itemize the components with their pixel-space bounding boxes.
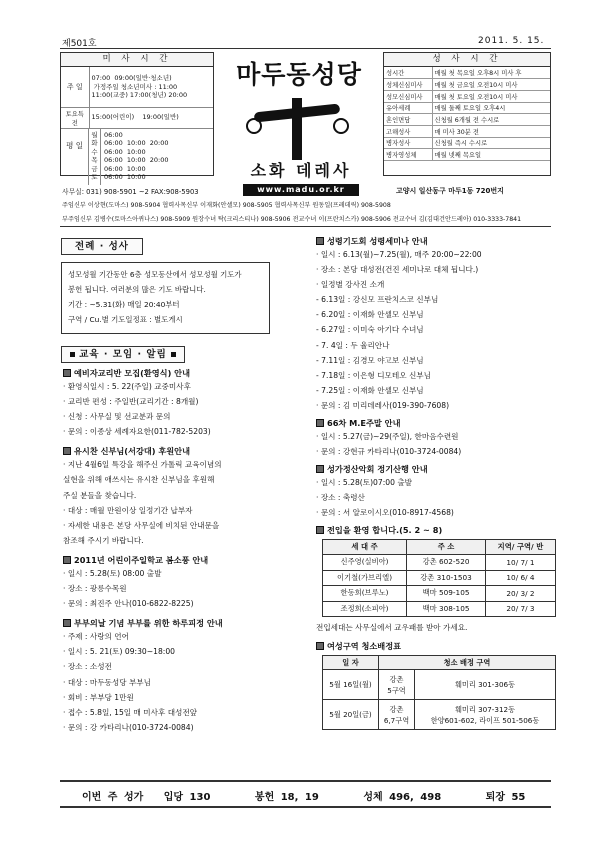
weekday-day: 목 [91,156,98,164]
issue-number: 제501호 [62,39,97,49]
bullet-box-icon [63,369,71,377]
notice-item: · 문의 : 이종상 세례자요한(011-782-5203) [63,427,211,437]
notice-item: · 일시 : 5.28(토)07:00 출발 [316,478,413,488]
notice-item: - 7.25일 : 이재화 안셀모 신부님 [316,385,424,395]
weekday-day: 토 [91,173,98,181]
sacrament-row [384,67,550,79]
sacrament-name: 성시간 [384,67,432,79]
weekday-time: 06:00 10:00 [104,173,146,181]
hymn-communion: 성체 496, 498 [363,792,442,803]
move-in-title-text: 전입을 환영 합니다.(5. 2 ~ 8) [327,524,443,535]
issue-date: 2011. 5. 15. [478,36,545,46]
notice-item: · 대상 : 마두동성당 부부님 [63,677,151,687]
notice-item: - 7. 4일 : 두 율리안나 [316,340,390,350]
notice-item: 참조해 주시기 바랍니다. [63,535,144,545]
sacrament-name: 성체신심미사 [384,79,432,91]
notice-title [316,464,536,475]
notice-title [316,236,536,247]
table-header: 주 소 [407,539,486,555]
hymn-numbers [62,788,550,803]
table-cell: 강촌 602-520 [407,555,486,571]
bullet-box-icon [63,556,71,564]
right-column [316,236,544,730]
table-cell: 이기철(가브리엘) [323,570,407,586]
bullet-box-icon [63,447,71,455]
website-link[interactable]: www.madu.or.kr [243,184,359,196]
notice-title-text: 부부의날 기념 부부를 위한 하루피정 안내 [74,618,223,629]
notice-article [63,618,283,735]
notice-item: · 주제 : 사랑의 언어 [63,632,129,642]
footer-divider [60,780,551,782]
mass-row-times: 07:00 09:00(일반·청소년) 가정주일 청소년미사 : 11:00 11:00(교중) 17:00(청년) 20:00 [89,67,213,107]
education-articles [63,368,283,735]
bullet-box-icon [316,526,324,534]
sacrament-schedule [383,52,551,176]
sacrament-row [384,137,550,149]
weekday-days [89,129,101,185]
sacrament-row [384,90,550,102]
table-row [323,586,556,602]
sacrament-time: 매 미사 30분 전 [432,125,550,137]
table-header: 지역/ 구역/ 반 [485,539,555,555]
notice-item: · 신청 : 사무실 및 선교분과 문의 [63,412,171,422]
liturgy-line: 구역 / Cu.별 기도일정표 : 별도게시 [68,315,183,324]
mass-row-label: 토요특전 [61,107,89,128]
notice-article [63,368,283,439]
sacrament-time: 매월 둘째 토요일 오후4시 [432,102,550,114]
notice-item: - 6.20일 : 이재화 안셀모 신부님 [316,310,424,320]
table-row [323,670,556,700]
patron-saint: 소화 데레사 [250,161,352,180]
weekday-mass [61,129,213,185]
sacrament-name: 유아세례 [384,102,432,114]
cleaning-area: 강촌 6,7구역 [379,700,415,730]
table-cell: 한동희(브루노) [323,586,407,602]
notice-item: · 장소 : 본당 대성전(건진 세미나로 대체 됩니다.) [316,265,479,275]
liturgy-notice [61,262,270,334]
notice-item: - 7.11일 : 김경모 야고보 신부님 [316,355,424,365]
notice-item: - 6.27일 : 이미숙 아기다 수녀님 [316,325,424,335]
weekday-label: 평 일 [61,129,89,185]
table-cell: 조정희(소피아) [323,601,407,617]
bullet-box-icon [316,419,324,427]
hymn-offertory: 봉헌 18, 19 [254,792,319,803]
table-row [323,555,556,571]
notice-title [63,368,283,379]
rose-icon [333,118,349,134]
notice-item: · 문의 : 최진주 안나(010-6822-8225) [63,599,194,609]
weekday-times [101,129,168,185]
notice-item: · 지난 4월6일 특강을 해주신 가톨릭 교육이념의 [63,460,222,470]
mass-schedule-title: 미 사 시 간 [61,53,213,67]
education-heading [61,346,185,363]
mass-row-label: 주 일 [61,67,89,107]
sacrament-name: 병자성사 [384,137,432,149]
notice-title-text: 2011년 어린이주일학교 봄소풍 안내 [74,554,209,565]
cleaning-date: 5월 20일(금) [323,700,379,730]
sacrament-table [384,67,550,161]
liturgy-line: 기간 : ~5.31(화) 매일 20:40부터 [68,300,180,309]
notice-title [63,446,283,457]
header-divider [60,48,551,49]
notice-item: · 접수 : 5.8일, 15일 매 미사후 대성전앞 [63,707,198,717]
notice-item: · 일시 : 5.27(금)~29(주일), 한마음수련원 [316,432,459,442]
weekday-day: 수 [91,147,98,156]
notice-item: · 장소 : 광릉수목원 [63,584,127,594]
sacrament-row [384,114,550,126]
bullet-box-icon [316,465,324,473]
notice-item: · 대상 : 매월 만원이상 일정기간 납부자 [63,505,193,515]
table-cell: 강촌 310-1503 [407,570,486,586]
table-cell: 신주영(실비아) [323,555,407,571]
notice-item: · 장소 : 소성전 [63,662,112,672]
table-cell: 20/ 7/ 3 [485,601,555,617]
cleaning-detail: 훼미리 301-306동 [415,670,556,700]
notice-title [63,555,283,566]
table-cell: 20/ 3/ 2 [485,586,555,602]
notice-item: · 장소 : 축령산 [316,493,365,503]
cleaning-title-text: 여성구역 청소배정표 [327,641,402,652]
sacrament-name: 고해성사 [384,125,432,137]
staff-contacts: 부주임신부 김병수(토마스아퀴나스) 908-5909 원장수녀 탁(크리스티나) 908-5906 전교수녀 이(프란치스카) 908-5906 전교수녀 김(김대건안드레아) 010-3333-7841 [62,216,522,223]
sacrament-time: 매월 첫 금요일 오전10시 미사 [432,79,550,91]
notice-item: - 7.18일 : 이은형 디모테오 신부님 [316,370,431,380]
notice-title [316,418,536,429]
cleaning-table [322,655,556,730]
table-cell: 백마 509-105 [407,586,486,602]
right-articles [316,236,536,521]
notice-item: · 일시 : 5. 21(토) 09:30~18:00 [63,647,176,657]
mass-schedule-table [61,67,213,129]
sacrament-row [384,79,550,91]
notice-title-text: 66차 M.E주말 안내 [327,418,401,429]
notice-item: · 환영식일시 : 5. 22(주일) 교중미사후 [63,382,191,391]
cleaning-date: 5월 16일(월) [323,670,379,700]
liturgy-heading: 전례 · 성사 [61,238,143,255]
mass-row-times: 15:00(어린이) 19:00(일반) [89,107,213,128]
sacrament-name: 성모신심미사 [384,90,432,102]
notice-item: - 6.13일 : 강신모 프란치스코 신부님 [316,295,439,305]
weekday-time: 06:00 10:00 20:00 [104,139,169,147]
sacrament-row [384,102,550,114]
footer-divider [60,806,551,808]
header-divider [60,226,551,227]
notice-item: · 교리반 편성 : 주일반(교리기간 : 8개월) [63,397,199,407]
notice-article [316,236,536,413]
church-address: 고양시 일산동구 마두1동 720번지 [396,187,504,195]
notice-article [63,446,283,548]
notice-title-text: 성령기도회 성령세미나 안내 [327,236,428,246]
move-in-title [316,525,536,536]
education-heading-text: 교육 · 모임 · 알림 [79,349,167,360]
notice-article [316,464,536,520]
weekday-time: 06:00 10:00 [104,147,146,156]
bullet-box-icon [63,619,71,627]
hymn-recessional: 퇴장 55 [485,792,526,803]
sacrament-schedule-title: 성 사 시 간 [384,53,550,67]
sacrament-name: 혼인면담 [384,114,432,126]
move-in-note: 전입세대는 사무실에서 교우패를 받아 가세요. [316,623,468,632]
sacrament-name: 병자영성체 [384,149,432,161]
mass-schedule [60,52,214,181]
notice-item: · 문의 : 서 알로이시오(010-8917-4568) [316,508,454,518]
bullet-square-icon [171,352,176,357]
liturgy-line: 봉헌 됩니다. 여러분의 많은 기도 바랍니다. [68,285,206,294]
sacrament-time: 매월 넷째 목요일 [432,149,550,161]
notice-item: · 일정별 강사진 소개 [316,280,385,290]
notice-title-text: 성가정산악회 정기산행 안내 [327,464,428,475]
table-cell: 10/ 6/ 4 [485,570,555,586]
sacrament-row [384,125,550,137]
weekday-day: 월 [91,130,98,139]
notice-item: 주실 분들을 찾습니다. [63,490,137,500]
sacrament-time: 매월 첫 목요일 오후8시 미사 후 [432,67,550,79]
cleaning-detail: 훼미리 307-312동 한양601-602, 라이프 501-506동 [415,700,556,730]
cleaning-title [316,641,536,652]
notice-item: · 문의 : 강현규 카타리나(010-3724-0084) [316,447,462,457]
weekday-time: 06:00 [104,130,123,139]
priest-contacts: 주임신부 이상현(도마스) 908-5904 협력사목신부 이재화(안셀모) 908-5905 협력사목신부 원동일(프레데릭) 908-5908 [62,202,391,209]
sacrament-row [384,149,550,161]
cleaning-area: 강촌 5구역 [379,670,415,700]
weekday-time: 06:00 10:00 [104,164,146,173]
notice-title-text: 예비자교리반 모집(환영식) 안내 [74,368,191,378]
office-contact: 사무실: 031) 908-5901 ~2 FAX:908-5903 [62,188,199,196]
move-in-table [322,539,556,618]
table-header: 세 대 주 [323,539,407,555]
notice-item: · 자세한 내용은 본당 사무실에 비치된 안내문을 [63,520,220,530]
bullet-square-icon [70,352,75,357]
table-cell: 백마 308-105 [407,601,486,617]
weekday-day: 화 [91,139,98,147]
notice-title-text: 유시찬 신부님(서강대) 후원안내 [74,446,191,457]
hymn-label: 이번 주 성가 [82,792,144,803]
liturgy-line: 성모성월 기간동안 6층 성모동산에서 성모성월 기도가 [68,270,242,279]
notice-item: · 회비 : 부부당 1만원 [63,692,134,702]
notice-title [63,618,283,629]
notice-item: 실현을 위해 애쓰시는 유시찬 신부님을 후원해 [63,475,215,485]
notice-item: · 문의 : 강 카타리나(010-3724-0084) [63,722,194,732]
table-header: 청소 배정 구역 [379,656,556,670]
table-row [323,700,556,730]
weekday-day: 금 [91,164,98,173]
notice-article [316,418,536,459]
hymn-entry: 입당 130 [163,792,211,803]
weekday-time: 06:00 10:00 20:00 [104,156,169,164]
table-cell: 10/ 7/ 1 [485,555,555,571]
notice-item: · 일시 : 6.13(월)~7.25(월), 매주 20:00~22:00 [316,250,482,259]
sacrament-time: 신청월 즉시 수시로 [432,137,550,149]
table-header: 일 자 [323,656,379,670]
sacrament-time: 신청월 6개월 전 수시로 [432,114,550,126]
table-row [323,601,556,617]
notice-article [63,555,283,611]
sacrament-time: 매월 첫 토요일 오전10시 미사 [432,90,550,102]
bullet-box-icon [316,642,324,650]
rose-icon [246,118,262,134]
notice-item: · 문의 : 김 미리데레사(019-390-7608) [316,400,450,410]
church-title: 마두동성당 [236,60,362,89]
notice-item: · 일시 : 5.28(토) 08:00 출발 [63,568,162,578]
table-row [323,570,556,586]
bullet-box-icon [316,237,324,245]
